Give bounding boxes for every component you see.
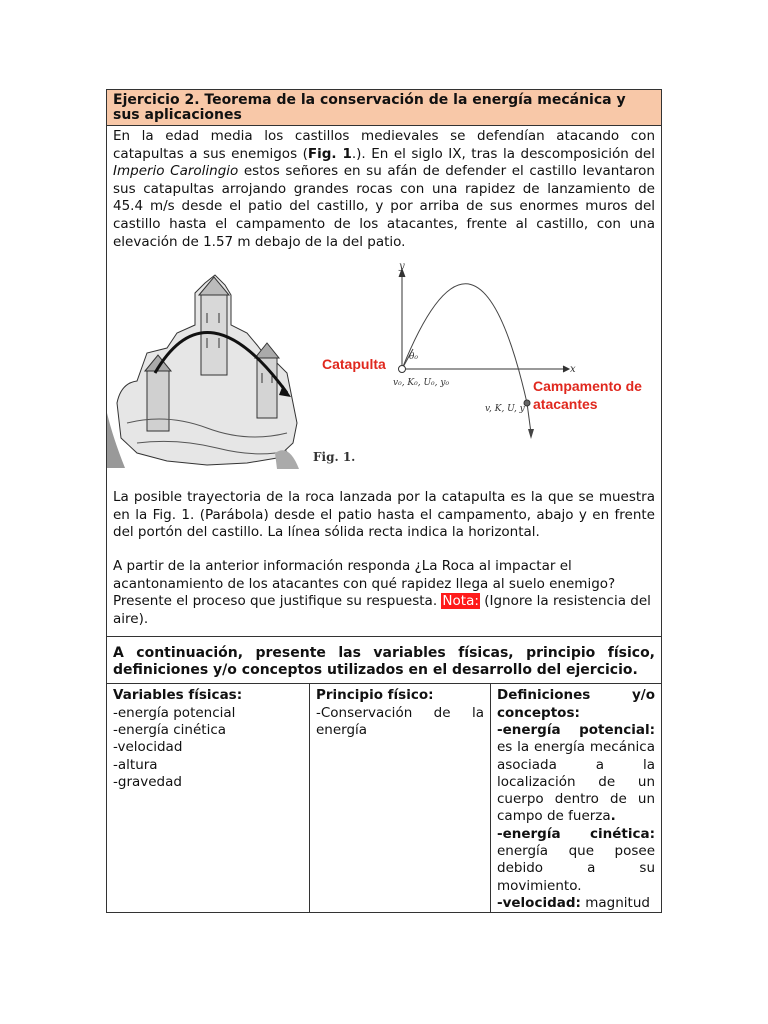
definition-velocity <box>497 895 655 912</box>
trajectory-paragraph: La posible trayectoria de la roca lanzada por la catapulta es la que se muestra en la Fig. 1. (Parábola) desde el patio hasta el campamento, abajo y en frente del portón del castillo. La línea sólida recta indica la horizontal. <box>113 489 655 541</box>
definition-term: -energía potencial: <box>497 721 655 738</box>
intro-paragraph <box>113 128 655 251</box>
axis-x-label: x <box>570 364 576 376</box>
question-paragraph <box>113 558 655 628</box>
camp-label-line1: Campamento de <box>533 378 642 395</box>
list-item: -energía potencial <box>113 704 236 721</box>
definition-term: -velocidad: <box>497 894 581 911</box>
camp-label-line2: atacantes <box>533 396 598 413</box>
launch-point <box>399 366 406 373</box>
definition-kinetic <box>497 826 655 895</box>
catapult-label: Catapulta <box>322 356 386 373</box>
impact-point <box>524 400 530 406</box>
intro-italic-empire: Imperio Carolingio <box>113 163 239 180</box>
end-vars-label: v, K, U, y <box>485 404 525 415</box>
intro-text-3: estos señores en su afán de defender el castillo levantaron sus catapultas arrojando grandes rocas con una rapidez de lanzamiento de 45.4 m/s desde el patio del castillo, y por arriba de sus enormes muros del castillo hasta el campamento de los atacantes, frente al castillo, con una elevación de 1.57 m debajo de la del patio. <box>113 163 655 250</box>
variables-header: Variables físicas: <box>113 687 243 704</box>
definition-potential <box>497 722 655 826</box>
intro-text-2: .). En el siglo IX, tras la descomposición del <box>351 145 655 162</box>
figure-1 <box>107 263 661 479</box>
trajectory-figure <box>107 263 663 479</box>
definition-text: es la energía mecánica asociada a la localización de un cuerpo dentro de un campo de fuerza <box>497 739 655 825</box>
figure-caption: Fig. 1. <box>313 450 356 465</box>
theta-label: θ₀ <box>409 352 419 363</box>
variables-column <box>107 684 310 912</box>
question-text: A partir de la anterior información responda ¿La Roca al impactar el acantonamiento de los atacantes con qué rapidez llega al suelo enemigo? Presente el proceso que justifique su respuesta. <box>113 557 616 610</box>
trajectory-end-line <box>527 403 531 433</box>
variables-list <box>113 705 303 791</box>
definitions-column <box>491 684 661 912</box>
definition-term: -energía cinética: <box>497 825 655 842</box>
concepts-columns <box>107 684 661 912</box>
list-item: -altura <box>113 756 158 773</box>
trajectory-end-arrow <box>528 429 534 439</box>
definitions-header: Definiciones y/o conceptos: <box>497 687 655 721</box>
nota-text: (Ignore la resistencia del aire). <box>113 593 651 627</box>
principle-header: Principio físico: <box>316 687 434 704</box>
definition-period: . <box>610 808 616 825</box>
nota-highlight: Nota: <box>442 593 479 610</box>
list-item: -gravedad <box>113 773 182 790</box>
intro-text-1: En la edad media los castillos medievales se defendían atacando con catapultas a sus enemigos ( <box>113 128 655 162</box>
list-item: -energía cinética <box>113 721 227 738</box>
exercise-body <box>107 126 661 637</box>
principle-text: -Conservación de la energía <box>316 704 484 738</box>
start-vars-label: v₀, K₀, U₀, y₀ <box>393 378 450 389</box>
list-item: -velocidad <box>113 739 183 756</box>
summary-instruction: A continuación, presente las variables físicas, principio físico, definiciones y/o conceptos utilizados en el desarrollo del ejercicio. <box>107 637 661 684</box>
definition-text: magnitud <box>580 894 650 911</box>
axis-y-label: y <box>399 263 405 273</box>
exercise-table <box>106 89 662 913</box>
exercise-title: Ejercicio 2. Teorema de la conservación de la energía mecánica y sus aplicaciones <box>107 90 661 126</box>
definition-text: energía que posee debido a su movimiento. <box>497 842 655 894</box>
principle-column <box>310 684 491 912</box>
intro-fig-ref: Fig. 1 <box>307 145 352 162</box>
